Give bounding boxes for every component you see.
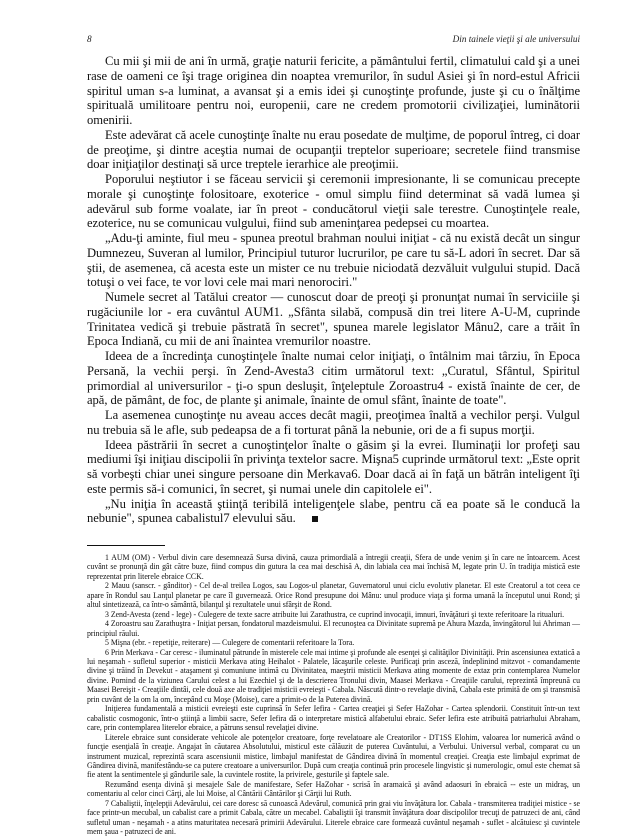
footnote: 4 Zoroastru sau Zarathuştra - Iniţiat persan, fondatorul mazdeismului. El recunoştea ca Divinitate supremă pe Ahura Mazda, învingătorul lui Ahriman — principiul răului. bbox=[87, 619, 580, 638]
footnote: 3 Zend-Avesta (zend - lege) - Culegere de texte sacre atribuite lui Zarathustra, ce cuprind invocaţii, imnuri, învăţături şi texte referitoare la ritualuri. bbox=[105, 609, 565, 619]
running-title: Din tainele vieţii şi ale universului bbox=[452, 34, 580, 44]
footnote: 6 Prin Merkava - Car ceresc - iluminatul pătrunde în misterele cele mai intime şi profunde ale esenţei şi calităţilor Divinităţii. Prin ascensiunea extatică a lui neşamah - sufletul superior - misticii Merkava ating Heihalot - Palatele, lăcaşurile celeste. Purificaţi prin asceză, îndeplinind mitzvot - comandamente divine şi trăind în Devekut - ataşament şi comuniune intimă cu Divinitatea, maeştrii misticii Merkava ating momente de extaz prin contemplarea Numelor divine. Pornind de la viziunea Carului celest a lui Ezechiel şi de la descrierea Tronului divin, Maasei Merkava - Creaţiile carului, reprezintă împreună cu Maasei Bereişit - Creaţiile dintâi, cele două axe ale tradiţiei misticii evreieşti - Cabala. Născută dintr-o revelaţie divină, Cabala este primită de om şi transmisă prin cuvânt de la om la om, începând cu Moşe (Moise), care a primit-o de la Puterea divină. bbox=[87, 647, 580, 704]
footnote: 1 AUM (OM) - Verbul divin care desemnează Sursa divină, cauza primordială a întregii creaţii, Sfera de unde venim şi în care ne întoarcem. Acest cuvânt se pronunţă din gât către buze, fiind compus din gutura la cea mai deschisă A, din labiala cea mai închisă M, legate prin U. în tradiţia mistică este reprezentat prin literele ebraice CCK. bbox=[87, 553, 580, 581]
paragraph: La asemenea cunoştinţe nu aveau acces decât magii, preoţimea înaltă a vechilor perşi. Vulgul nu trebuia să le afle, sub pedeapsa de a fi torturat până la nebunie, ori de a fi supus morţii. bbox=[87, 408, 580, 437]
paragraph: Poporului neştiutor i se făceau servicii şi ceremonii impresionante, li se comunicau precepte morale şi cunoştinţe folositoare, exoterice - omul simplu fiind determinat să vadă lumea şi adevărul sub forme voalate, iar în preot - conducătorul vieţii sale terestre. Cunoştinţele reale, ezoterice, nu se comunicau vulgului, fiind sub ameninţarea pedepsei cu moartea. bbox=[87, 172, 580, 231]
paragraph: Ideea de a încredinţa cunoştinţele înalte numai celor iniţiaţi, o întâlnim mai târziu, în Epoca Persană, la vechii perşi. în Zend-Avesta3 citim următorul text: „Curatul, Sfântul, Spiritul primordial al universurilor - ţi-o spun desluşit, înţeleptule Zoroastru4 - există înainte de cer, de apă, de pământ, de foc, de plante şi animale, înainte de omul sfânt, înainte de toate". bbox=[87, 349, 580, 408]
footnote: 5 Mişna (ebr. - repetiţie, reiterare) — Culegere de comentarii referitoare la Tora. bbox=[105, 638, 355, 648]
footnote: Rezumând esenţa divină şi mesajele Sale de manifestare, Sefer HaZohar - scrisă în aramaică şi având adaosuri în ebraică -- este un midraş, un comentariu al celor cinci Cărţi, ale lui Moise, al Cântării Cântărilor şi Cărţii lui Ruth. bbox=[87, 779, 580, 799]
main-text bbox=[87, 54, 580, 526]
footnote-divider bbox=[87, 545, 165, 546]
paragraph: Ideea păstrării în secret a cunoştinţelor înalte o găsim şi la evrei. Iluminaţii lor profeţi sau mediumi îşi iniţiau discipolii în privinţa textelor sacre. Mişna5 cuprinde următorul text: „Este oprit să vorbeşti chiar unei singure persoane din Merkava6. Doar dacă ai în faţă un bătrân inteligent îţi este permis să-i comunici, în secret, şi numai unele din capitolele ei". bbox=[87, 437, 580, 496]
end-square-icon bbox=[312, 516, 318, 522]
paragraph bbox=[87, 497, 580, 527]
page-number: 8 bbox=[87, 34, 92, 44]
footnote: 2 Mauu (sanscr. - gânditor) - Cel de-al treilea Logos, sau Logos-ul planetar, Guvernatorul unui ciclu evolutiv planetar. El este Creatorul a tot ceea ce apare în Rondul sau Lanţul planetar pe care îl guvernează. Orice Rond presupune doi Mânu: unul produce viaţa şi forma umană la începutul unui Rond; şi altul sintetizează, ca într-o sământă, bilanţul şi rezultatele unui sfârşit de Rond. bbox=[87, 581, 580, 610]
running-header bbox=[87, 34, 580, 44]
footnote: Literele ebraice sunt considerate vehicole ale potenţelor creatoare, forţe revelatoare ale Creatorilor - DT1SS Elohim, valoarea lor numerică având o funcţie esenţială în creaţie. Angajat în căutarea Absolutului, misticul este călăuzit de puterea Cuvântului, a Verbului. Universul verbal, comparat cu un instrument muzical, reprezintă scara ascensiunii mistice, limbajul manifestat de Gândirea divină în momentul creaţiei. Creaţia este limbajul exprimat de Gândirea divină, manifestându-se ca putere creatoare a universurilor. După cum creaţia continuă prin procesele lingvistic şi numerologic, omul este chemat să fie atent la sentimentele şi gândurile sale, la cuvintele rostite, la privirele, gesturile şi faptele sale. bbox=[87, 732, 580, 780]
footnote: 7 Cabaliştii, înţelepţii Adevărului, cei care doresc să cunoască Adevărul, comunică prin grai viu învăţătura lor. Cabala - transmiterea tradiţiei mistice - se face printr-un mecubal, un cabalist care a primit Cabala, către un mecabel. Cabaliştii îşi transmit învăţătura doar discipolilor trecuţi de patruzeci de ani, când sufletul uman - neşamah - a atins maturitatea necesară primirii Adevărului. Literele ebraice care formează cuvântul neşamah - suflet - alcătuiesc şi cuvintele mem şaua - patruzeci de ani. bbox=[87, 798, 580, 837]
paragraph: Cu mii şi mii de ani în urmă, graţie naturii fericite, a pământului fertil, climatului cald şi a unei rase de oameni ce îşi trage originea din noaptea vremurilor, în sudul Asiei şi în nord-estul Africii spiritul uman s-a luminat, a avansat şi a emis idei şi cunoştinţe profunde, juste şi cu o înălţime spirituală umilitoare pentru noi, europenii, care ne credem promotorii civilizaţiei, luminătorii omenirii. bbox=[87, 54, 580, 127]
paragraph: „Adu-ţi aminte, fiul meu - spunea preotul brahman noului iniţiat - că nu există decât un singur Dumnezeu, Suveran al lumilor, Principiul tuturor lucrurilor, pe care tu să-L adori în secret. Dar să ştii, de asemenea, că acesta este un mister ce nu trebuie niciodată dezvăluit vulgului stupid. Dacă totuşi o vei face, te vor lovi cele mai mari nenorociri." bbox=[87, 231, 580, 290]
paragraph-text: „Nu iniţia în această ştiinţă teribilă inteligenţele slabe, pentru că ea poate să le conducă la nebunie", spunea cabalistul7 elevului său. bbox=[87, 496, 580, 526]
paragraph: Este adevărat că acele cunoştinţe înalte nu erau posedate de mulţime, de poporul întreg, ci doar de preoţime, şi dintre aceştia numai de ocupanţii treptelor superioare; secretele fiind transmise doar iniţiaţilor destinaţi să urce treptele ierarhice ale preoţimii. bbox=[87, 127, 580, 172]
footnote: Iniţierea fundamentală a misticii evreieşti este cuprinsă în Sefer Iefira - Cartea creaţiei şi Sefer HaZohar - Cartea splendorii. Constituit într-un text cabalistic cosmogonic, într-o ştiinţă a limbii sacre, Sefer Iefira dă o interpretare mistică alfabetului ebraic. Sefer Iefira este atribuită patriarhului Abraham, care, prin contemplarea literelor ebraice, a pătruns sensul revelaţiei divine. bbox=[87, 704, 580, 733]
paragraph: Numele secret al Tatălui creator — cunoscut doar de preoţi şi pronunţat numai în serviciile şi rugăciunile lor - era cuvântul AUM1. „Sfânta silabă, compusă din trei litere A-U-M, cuprinde Trinitatea vedică şi trebuie păstrată în secret", spunea marele legislator Mânu2, care a trăit în Epoca Indiană, cu mii de ani înaintea vremurilor noastre. bbox=[87, 290, 580, 349]
footnotes bbox=[87, 553, 580, 837]
